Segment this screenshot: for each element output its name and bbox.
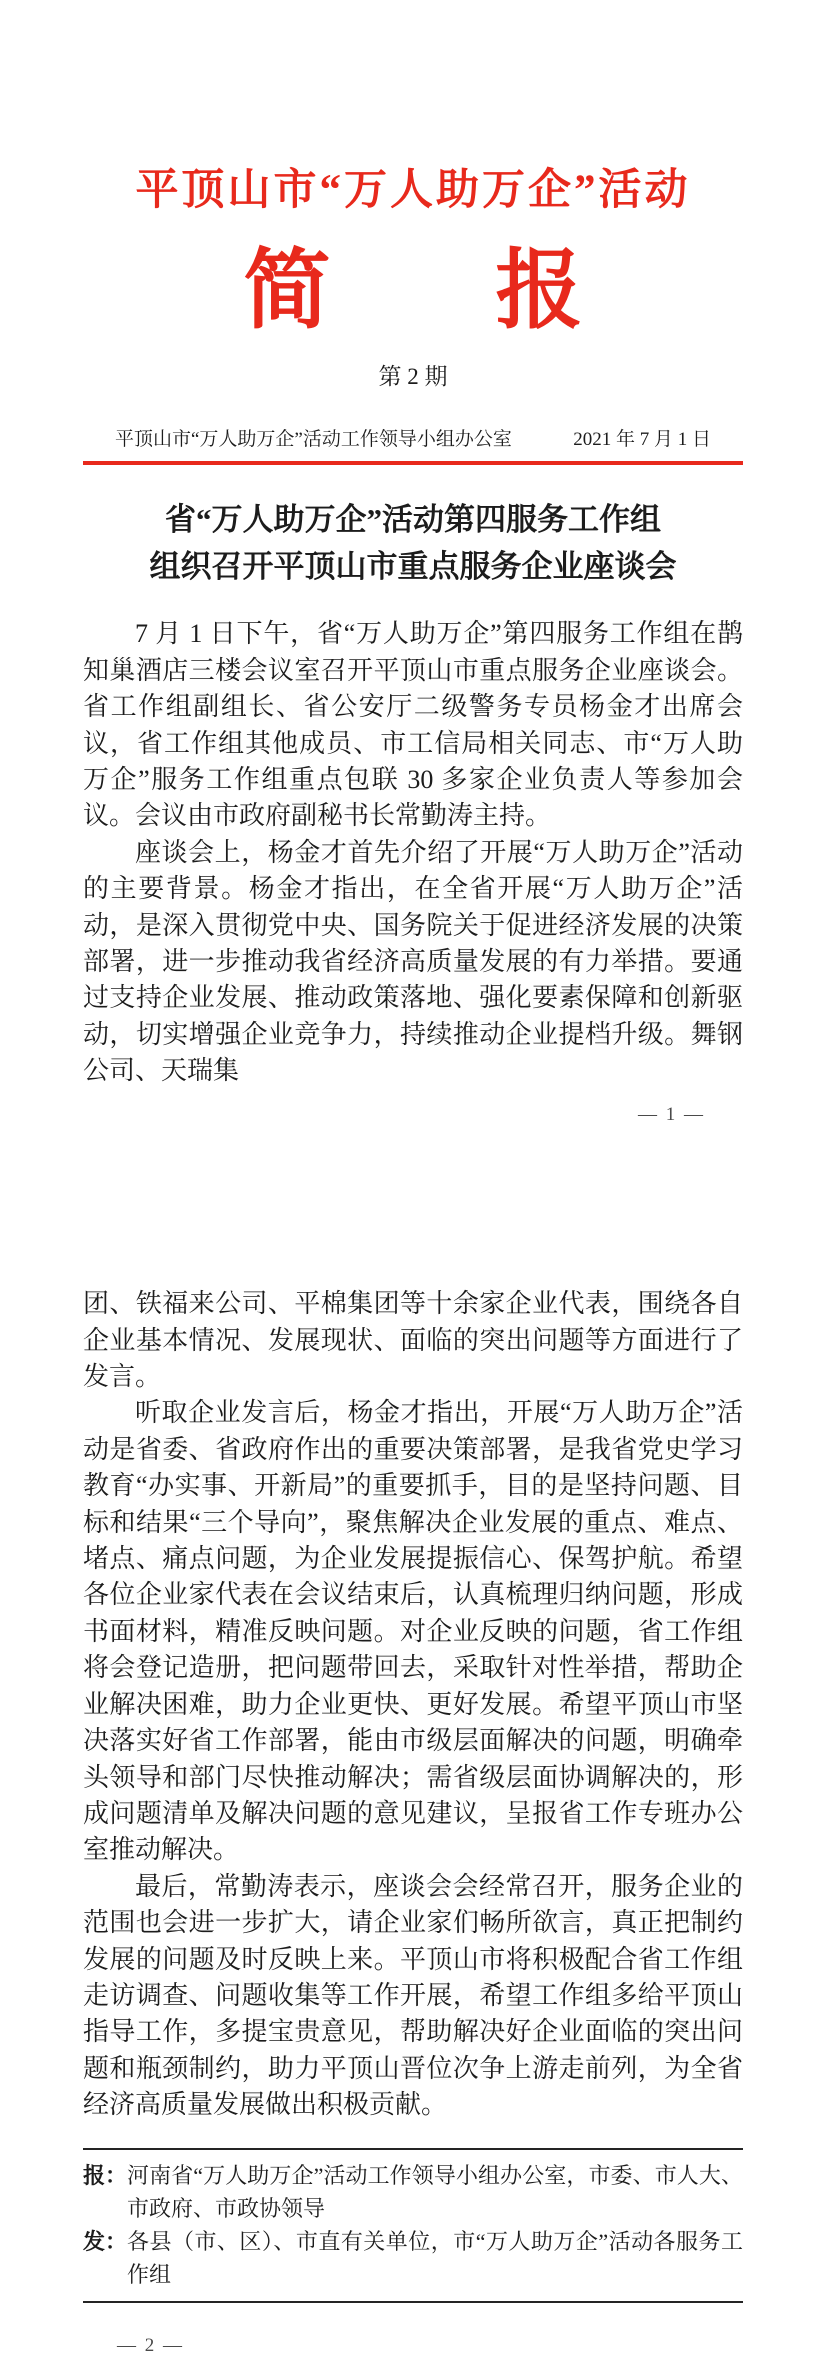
bulletin-title-char-2: 报 — [495, 241, 583, 339]
page-number-2: — 2 — — [117, 2334, 184, 2356]
distribute-to-row — [83, 2225, 743, 2291]
body-paragraph-2: 座谈会上，杨金才首先介绍了开展“万人助万企”活动的主要背景。杨金才指出，在全省开展“万人助万企”活动，是深入贯彻党中央、国务院关于促进经济发展的决策部署，进一步推动我省经济高质量发展的有力举措。要通过支持企业发展、推动政策落地、强化要素保障和创新驱动，切实增强企业竞争力，持续推动企业提档升级。舞钢公司、天瑞集 — [83, 837, 743, 1086]
bulletin-content — [83, 497, 743, 2359]
body-paragraph-1: 7 月 1 日下午，省“万人助万企”第四服务工作组在鹊知巢酒店三楼会议室召开平顶山市重点服务企业座谈会。省工作组副组长、省公安厅二级警务专员杨金才出席会议，省工作组其他成员、市工信局相关同志、市“万人助万企”服务工作组重点包联 30 多家企业负责人等参加会议。会议由市政府副秘书长常勤涛主持。 — [83, 619, 743, 831]
masthead-meta-row — [115, 427, 711, 454]
article-title-line-2: 组织召开平顶山市重点服务企业座谈会 — [149, 548, 677, 584]
body-paragraph-3: 听取企业发言后，杨金才指出，开展“万人助万企”活动是省委、省政府作出的重要决策部署，是我省党史学习教育“办实事、开新局”的重要抓手，目的是坚持问题、目标和结果“三个导向”，聚焦解决企业发展的重点、难点、堵点、痛点问题，为企业发展提振信心、保驾护航。希望各位企业家代表在会议结束后，认真梳理归纳问题，形成书面材料，精准反映问题。对企业反映的问题，省工作组将会登记造册，把问题带回去，采取针对性举措，帮助企业解决困难，助力企业更快、更好发展。希望平顶山市坚决落实好省工作部署，能由市级层面解决的问题，明确牵头领导和部门尽快推动解决；需省级层面协调解决的，形成问题清单及解决问题的意见建议，呈报省工作专班办公室推动解决。 — [83, 1398, 743, 1865]
masthead-org-title: 平顶山市“万人助万企”活动 — [135, 167, 691, 214]
distribution-block — [83, 2148, 743, 2303]
page-2-body — [83, 1286, 743, 2123]
page-number-1: — 1 — — [638, 1103, 705, 1125]
article-title-line-1: 省“万人助万企”活动第四服务工作组 — [165, 502, 661, 538]
masthead-bulletin-title — [83, 243, 743, 339]
report-to-list: 河南省“万人助万企”活动工作领导小组办公室，市委、市人大、市政府、市政协领导 — [127, 2162, 743, 2221]
report-to-row — [83, 2159, 743, 2225]
distribute-to-list: 各县（市、区）、市直有关单位，市“万人助万企”活动各服务工作组 — [127, 2228, 743, 2287]
body-paragraph-4: 最后，常勤涛表示，座谈会会经常召开，服务企业的范围也会进一步扩大，请企业家们畅所欲言，真正把制约发展的问题及时反映上来。平顶山市将积极配合省工作组走访调查、问题收集等工作开展，希望工作组多给平顶山指导工作，多提宝贵意见，帮助解决好企业面临的突出问题和瓶颈制约，助力平顶山晋位次争上游走前列，为全省经济高质量发展做出积极贡献。 — [83, 1871, 743, 2120]
report-to-label: 报： — [83, 2162, 128, 2188]
masthead — [83, 163, 743, 465]
page-1-body — [83, 616, 743, 1089]
issuing-office: 平顶山市“万人助万企”活动工作领导小组办公室 — [115, 428, 512, 450]
issue-date: 2021 年 7 月 1 日 — [573, 428, 711, 450]
issue-number: 第 2 期 — [378, 363, 448, 389]
article-title — [83, 497, 743, 590]
masthead-divider — [83, 461, 743, 465]
bulletin-title-char-1: 简 — [243, 241, 331, 339]
body-paragraph-2-continuation: 团、铁福来公司、平棉集团等十余家企业代表，围绕各自企业基本情况、发展现状、面临的突出问题等方面进行了发言。 — [83, 1289, 743, 1392]
distribute-to-label: 发： — [83, 2228, 128, 2254]
